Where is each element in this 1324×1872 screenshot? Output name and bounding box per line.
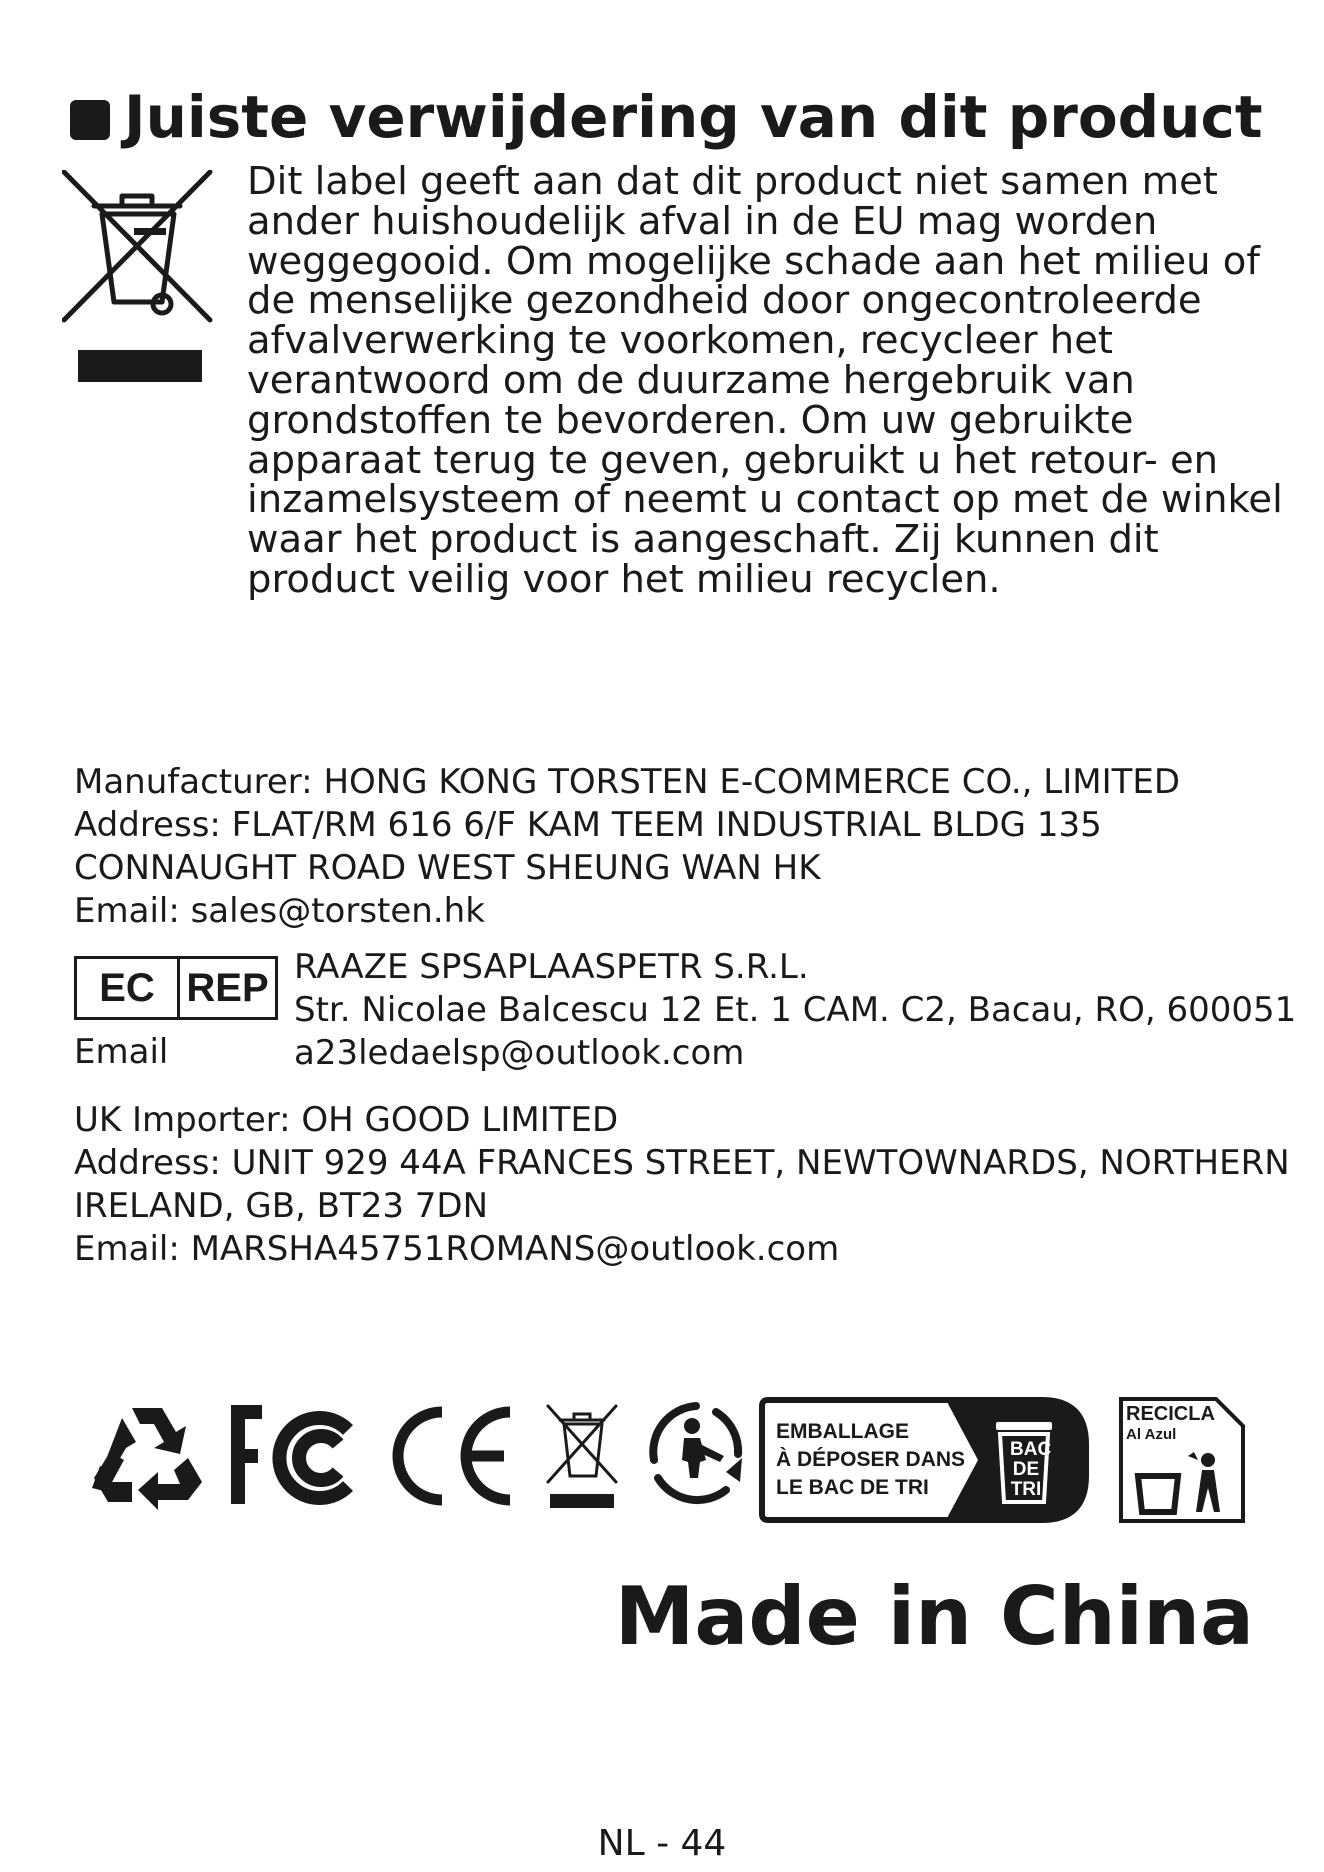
disposal-paragraph <box>247 159 1283 602</box>
weee-bar <box>78 350 202 382</box>
page-title <box>70 84 1263 151</box>
paragraph-line: ander huishoudelijk afval in de EU mag worden <box>247 198 1158 244</box>
paragraph-line: afvalverwerking te voorkomen, recycleer het <box>247 318 1113 364</box>
uk-importer-address-cont: IRELAND, GB, BT23 7DN <box>74 1186 489 1226</box>
paragraph-line: de menselijke gezondheid door ongecontroleerde <box>247 278 1202 324</box>
uk-importer-name: UK Importer: OH GOOD LIMITED <box>74 1100 619 1140</box>
ce-mark <box>384 1406 518 1506</box>
heading-bullet <box>70 100 110 140</box>
weee-bin-icon <box>62 170 222 330</box>
paragraph-line: grondstoffen te bevorderen. Om uw gebruikte <box>247 397 1134 443</box>
ec-rep-name: RAAZE SPSAPLAASPETR S.R.L. <box>294 947 809 987</box>
ec-rep-email: a23ledaelsp@outlook.com <box>294 1033 745 1073</box>
ec-rep-badge <box>74 956 278 1020</box>
weee-small-icon <box>544 1402 620 1510</box>
triman-line: LE BAC DE TRI <box>776 1476 929 1499</box>
bac-line: DE <box>1012 1459 1040 1480</box>
recicla-text <box>1126 1402 1215 1444</box>
bac-line: TRI <box>1010 1479 1042 1500</box>
uk-importer-email: Email: MARSHA45751ROMANS@outlook.com <box>74 1229 840 1269</box>
triman-line: À DÉPOSER DANS <box>776 1448 966 1471</box>
made-in-label: Made in China <box>614 1570 1254 1663</box>
uk-importer-block <box>74 1099 1290 1271</box>
uk-importer-address: Address: UNIT 929 44A FRANCES STREET, NEWTOWNARDS, NORTHERN <box>74 1143 1290 1183</box>
triman-text <box>776 1418 965 1502</box>
triman-icon <box>640 1398 750 1508</box>
recycle-icon <box>88 1402 206 1514</box>
triman-line: EMBALLAGE <box>776 1420 909 1443</box>
manufacturer-name: Manufacturer: HONG KONG TORSTEN E-COMMERCE CO., LIMITED <box>74 762 1181 802</box>
fcc-logo <box>228 1404 368 1508</box>
paragraph-line: Dit label geeft aan dat dit product niet samen met <box>247 159 1218 204</box>
manufacturer-email: Email: sales@torsten.hk <box>74 891 485 931</box>
recicla-subline: Al Azul <box>1126 1426 1177 1443</box>
manufacturer-address: Address: FLAT/RM 616 6/F KAM TEEM INDUSTRIAL BLDG 135 <box>74 805 1102 845</box>
paragraph-line: verantwoord om de duurzame hergebruik van <box>247 357 1135 403</box>
paragraph-line: apparaat terug te geven, gebruikt u het retour- en <box>247 437 1219 483</box>
bac-de-tri-text <box>1010 1439 1052 1500</box>
page-number: NL - 44 <box>597 1823 727 1864</box>
rep-label: REP <box>186 965 269 1010</box>
recicla-line: RECICLA <box>1126 1403 1215 1425</box>
paragraph-line: product veilig voor het milieu recyclen. <box>247 556 1001 602</box>
ec-label: EC <box>77 959 180 1017</box>
paragraph-line: weggegooid. Om mogelijke schade aan het milieu of <box>247 238 1260 284</box>
ec-rep-block <box>294 946 1296 1075</box>
heading-text: Juiste verwijdering van dit product <box>124 83 1263 151</box>
manufacturer-address-cont: CONNAUGHT ROAD WEST SHEUNG WAN HK <box>74 848 821 888</box>
paragraph-line: waar het product is aangeschaft. Zij kunnen dit <box>247 517 1159 563</box>
ec-rep-address: Str. Nicolae Balcescu 12 Et. 1 CAM. C2, Bacau, RO, 600051 <box>294 990 1297 1030</box>
ec-rep-email-label: Email <box>74 1032 169 1072</box>
paragraph-line: inzamelsysteem of neemt u contact op met de winkel <box>247 477 1283 523</box>
bac-line: BAC <box>1010 1439 1052 1460</box>
manufacturer-block <box>74 761 1180 933</box>
